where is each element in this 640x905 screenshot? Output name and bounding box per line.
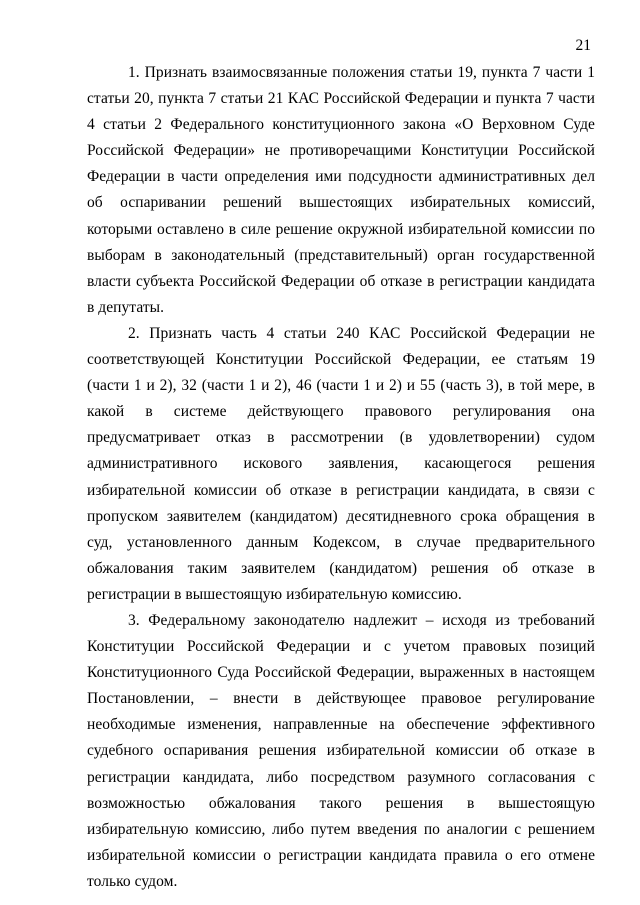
paragraph-1: 1. Признать взаимосвязанные положения статьи 19, пункта 7 части 1 статьи 20, пункта 7 статьи 21 КАС Российской Федерации и пункта 7 части 4 статьи 2 Федерального конституционного закона «О Верховном Суде Российской Федерации» не противоречащими Конституции Российской Федерации в части определения ими подсудности административных дел об оспаривании решений вышестоящих избирательных комиссий, которыми оставлено в силе решение окружной избирательной комиссии по выборам в законодательный (представительный) орган государственной власти субъекта Российской Федерации об отказе в регистрации кандидата в депутаты.	[87, 64, 595, 316]
paragraph-2: 2. Признать часть 4 статьи 240 КАС Российской Федерации не соответствующей Конституции Российской Федерации, ее статьям 19 (части 1 и 2), 32 (части 1 и 2), 46 (части 1 и 2) и 55 (часть 3), в той мере, в какой в системе действующего правового регулирования она предусматривает отказ в рассмотрении (в удовлетворении) судом административного искового заявления, касающегося решения избирательной комиссии об отказе в регистрации кандидата, в связи с пропуском заявителем (кандидатом) десятидневного срока обращения в суд, установленного данным Кодексом, в случае предварительного обжалования таким заявителем (кандидатом) решения об отказе в регистрации в вышестоящую избирательную комиссию.	[87, 324, 595, 603]
document-body	[87, 60, 595, 895]
page-number: 21	[575, 37, 591, 54]
paragraph-3: 3. Федеральному законодателю надлежит – исходя из требований Конституции Российской Федерации и с учетом правовых позиций Конституционного Суда Российской Федерации, выраженных в настоящем Постановлении, – внести в действующее правовое регулирование необходимые изменения, направленные на обеспечение эффективного судебного оспаривания решения избирательной комиссии об отказе в регистрации кандидата, либо посредством разумного согласования с возможностью обжалования такого решения в вышестоящую избирательную комиссию, либо путем введения по аналогии с решением избирательной комиссии о регистрации кандидата правила о его отмене только судом.	[87, 611, 595, 890]
